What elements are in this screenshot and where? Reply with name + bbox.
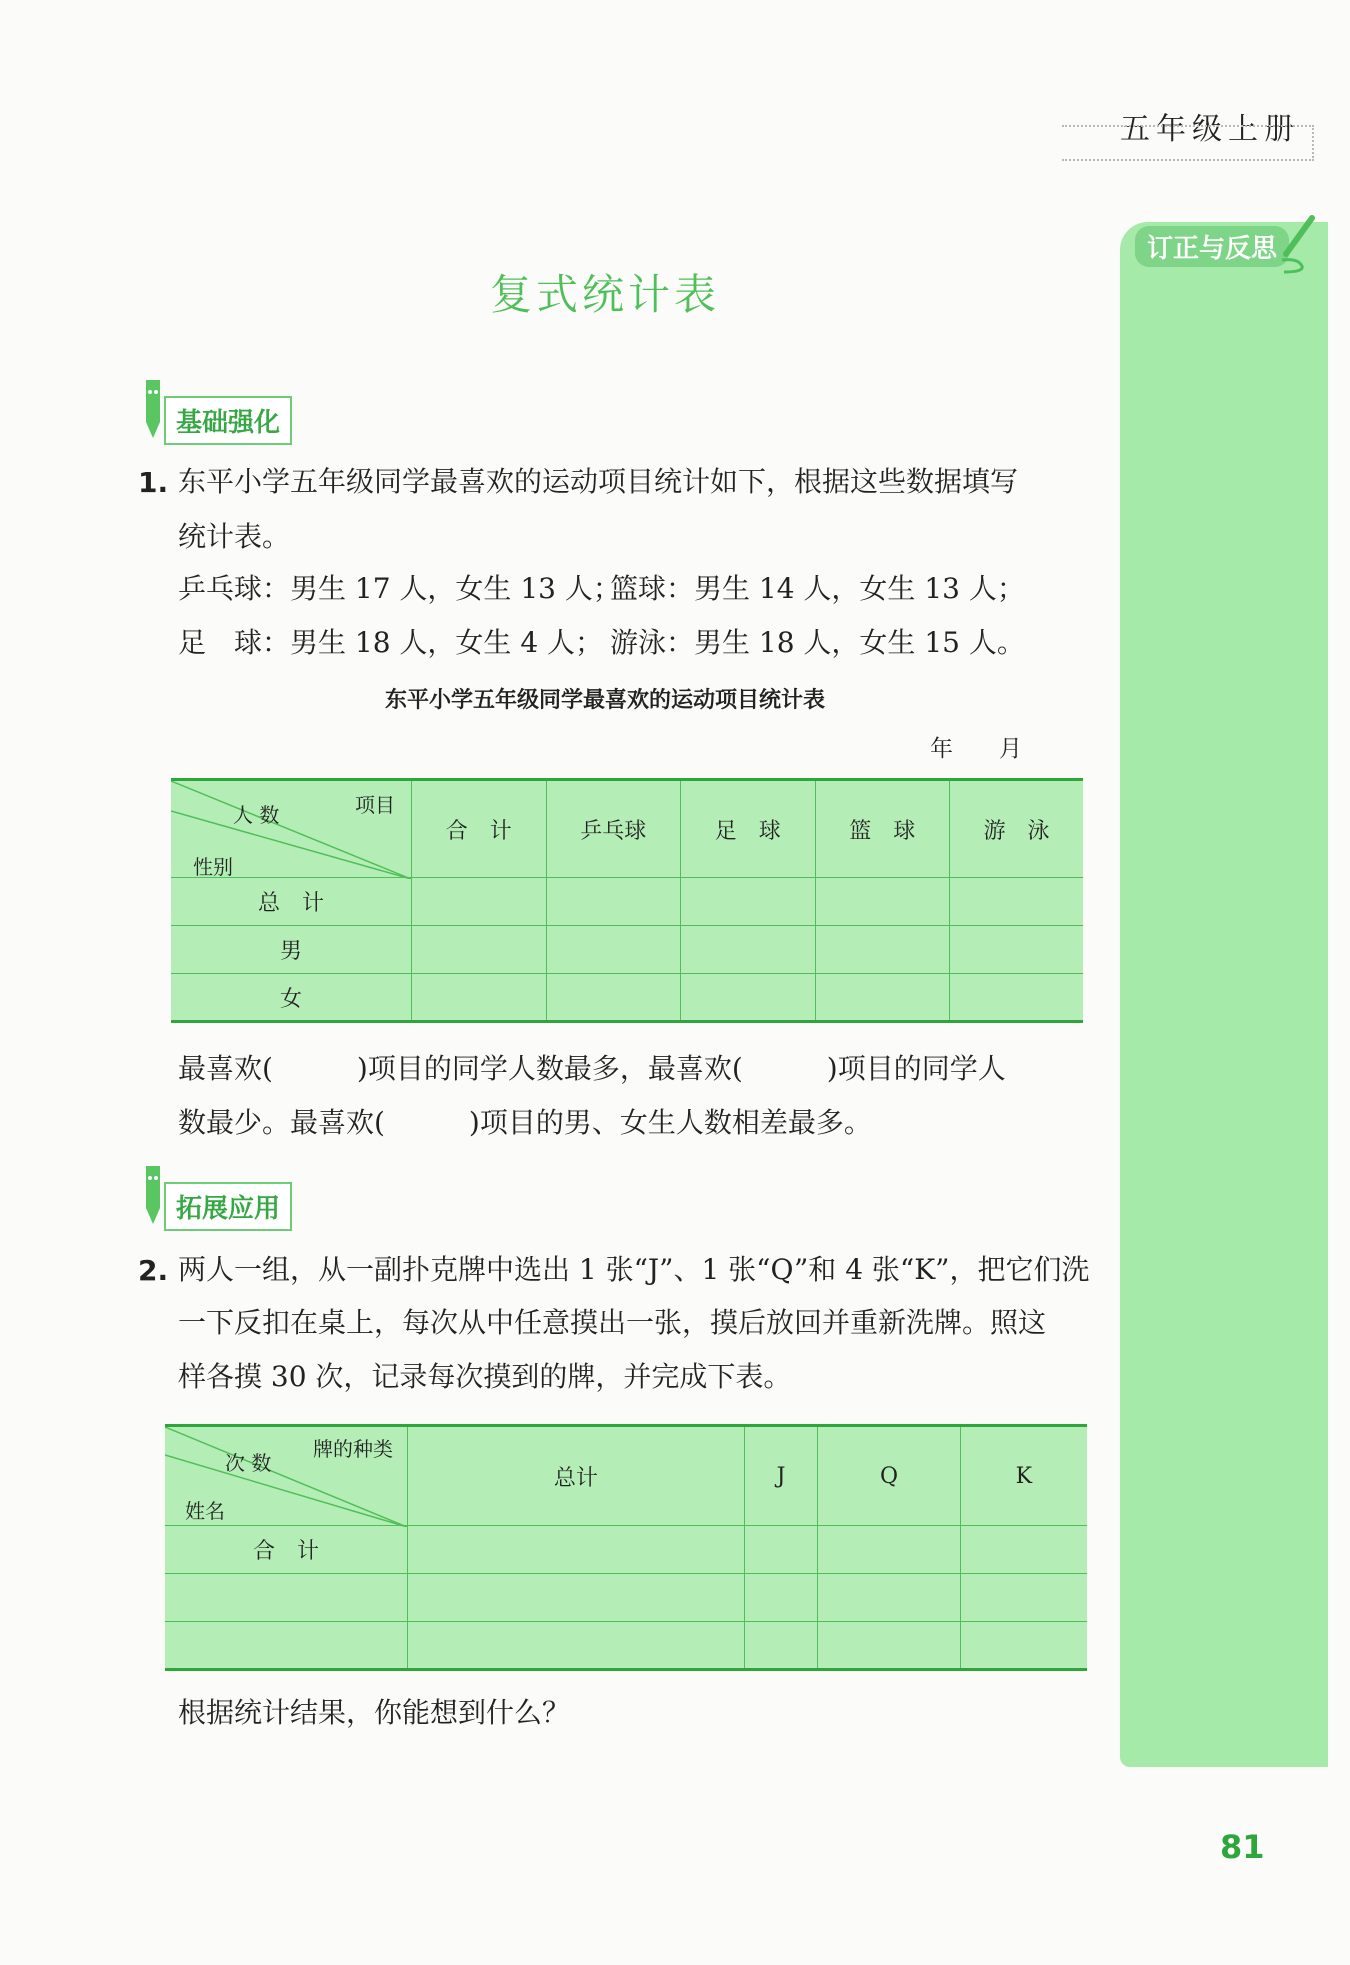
table-blank-cell[interactable] xyxy=(950,878,1084,926)
pencil-icon xyxy=(140,378,166,450)
row-header: 男 xyxy=(171,926,412,974)
question-number: 1. xyxy=(138,466,169,499)
table-blank-cell[interactable] xyxy=(412,878,547,926)
table-corner-cell xyxy=(171,780,412,878)
corner-label-count: 次 数 xyxy=(225,1451,272,1475)
fill-in-text: 数最少。最喜欢( )项目的男、女生人数相差最多。 xyxy=(178,1106,872,1139)
table-blank-cell[interactable] xyxy=(960,1622,1087,1670)
column-header: 篮 球 xyxy=(815,780,950,878)
data-line: 游泳：男生 18 人，女生 15 人。 xyxy=(610,626,1025,659)
question-number: 2. xyxy=(138,1254,169,1287)
table-blank-cell[interactable] xyxy=(681,974,816,1022)
row-header: 合 计 xyxy=(165,1526,408,1574)
page-title: 复式统计表 xyxy=(489,270,720,319)
table-blank-cell[interactable] xyxy=(412,974,547,1022)
table-blank-cell[interactable] xyxy=(681,926,816,974)
column-header: 游 泳 xyxy=(950,780,1084,878)
data-line: 足 球：男生 18 人，女生 4 人； xyxy=(178,626,604,659)
grade-label: 五年级上册 xyxy=(1120,112,1300,147)
column-header: 乒乓球 xyxy=(546,780,681,878)
reflection-sidebar-title: 订正与反思 xyxy=(1135,226,1289,267)
table-blank-cell[interactable] xyxy=(744,1526,818,1574)
table-blank-cell[interactable] xyxy=(744,1622,818,1670)
page-number: 81 xyxy=(1220,1828,1265,1866)
column-header: 总计 xyxy=(408,1426,745,1526)
section-tag-basic: 基础强化 xyxy=(164,396,292,445)
table-blank-cell[interactable] xyxy=(546,878,681,926)
question-text: 统计表。 xyxy=(178,520,291,553)
question-text: 东平小学五年级同学最喜欢的运动项目统计如下，根据这些数据填写 xyxy=(178,465,1019,498)
question-text: 两人一组，从一副扑克牌中选出 1 张“J”、1 张“Q”和 4 张“K”，把它们洗 xyxy=(178,1253,1090,1286)
table-blank-cell[interactable] xyxy=(681,878,816,926)
question-prompt: 根据统计结果，你能想到什么？ xyxy=(178,1696,571,1729)
column-header: K xyxy=(960,1426,1087,1526)
table-blank-cell[interactable] xyxy=(408,1622,745,1670)
data-line: 乒乓球：男生 17 人，女生 13 人； xyxy=(178,572,621,605)
column-header: 合 计 xyxy=(412,780,547,878)
card-draw-table xyxy=(165,1424,1087,1671)
table-corner-cell xyxy=(165,1426,408,1526)
row-header: 女 xyxy=(171,974,412,1022)
year-month-label: 年 月 xyxy=(930,736,1022,762)
table-blank-cell[interactable] xyxy=(815,878,950,926)
row-header[interactable] xyxy=(165,1574,408,1622)
pencil-icon xyxy=(1278,214,1318,278)
table-blank-cell[interactable] xyxy=(744,1574,818,1622)
sports-stat-table xyxy=(171,778,1083,1023)
pencil-icon xyxy=(140,1164,166,1236)
table-blank-cell[interactable] xyxy=(950,926,1084,974)
corner-label-item: 项目 xyxy=(355,793,395,817)
row-header[interactable] xyxy=(165,1622,408,1670)
table-blank-cell[interactable] xyxy=(960,1574,1087,1622)
table-blank-cell[interactable] xyxy=(546,926,681,974)
table-blank-cell[interactable] xyxy=(412,926,547,974)
reflection-sidebar xyxy=(1120,222,1328,1767)
question-text: 样各摸 30 次，记录每次摸到的牌，并完成下表。 xyxy=(178,1360,792,1393)
table-blank-cell[interactable] xyxy=(408,1526,745,1574)
column-header: J xyxy=(744,1426,818,1526)
header-divider xyxy=(1062,125,1314,161)
fill-in-text: 最喜欢( )项目的同学人数最多，最喜欢( )项目的同学人 xyxy=(178,1052,1006,1085)
row-header: 总 计 xyxy=(171,878,412,926)
table-blank-cell[interactable] xyxy=(960,1526,1087,1574)
table-blank-cell[interactable] xyxy=(815,974,950,1022)
table-blank-cell[interactable] xyxy=(818,1526,960,1574)
corner-label-name: 姓名 xyxy=(185,1499,225,1523)
section-tag-extension: 拓展应用 xyxy=(164,1182,292,1231)
data-line: 篮球：男生 14 人，女生 13 人； xyxy=(610,572,1025,605)
table-blank-cell[interactable] xyxy=(815,926,950,974)
table-blank-cell[interactable] xyxy=(408,1574,745,1622)
table-blank-cell[interactable] xyxy=(546,974,681,1022)
question-text: 一下反扣在桌上，每次从中任意摸出一张，摸后放回并重新洗牌。照这 xyxy=(178,1306,1047,1339)
table-caption: 东平小学五年级同学最喜欢的运动项目统计表 xyxy=(384,688,825,713)
column-header: 足 球 xyxy=(681,780,816,878)
table-blank-cell[interactable] xyxy=(950,974,1084,1022)
column-header: Q xyxy=(818,1426,960,1526)
corner-label-card-type: 牌的种类 xyxy=(313,1437,393,1461)
corner-label-gender: 性别 xyxy=(193,855,233,879)
table-blank-cell[interactable] xyxy=(818,1622,960,1670)
corner-label-count: 人 数 xyxy=(233,803,280,827)
table-blank-cell[interactable] xyxy=(818,1574,960,1622)
